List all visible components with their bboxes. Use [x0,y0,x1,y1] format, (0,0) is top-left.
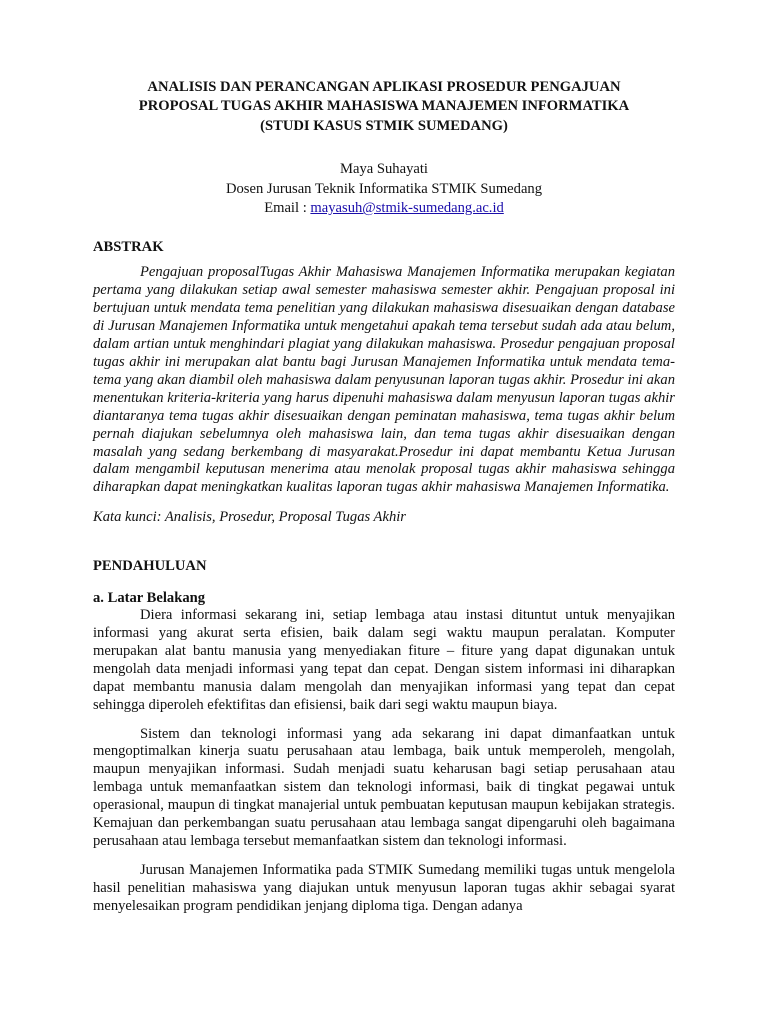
intro-paragraph-2: Sistem dan teknologi informasi yang ada sekarang ini dapat dimanfaatkan untuk mengoptimalkan kinerja suatu perusahaan atau lembaga, baik untuk memperoleh, mengolah, maupun menyajikan informasi. Sudah menjadi suatu keharusan bagi setiap perusahaan atau lembaga untuk memanfaatkan sistem dan teknologi informasi, baik di tingkat pegawai untuk operasional, maupun di tingkat manajerial untuk pembuatan keputusan maupun kebijakan strategis. Kemajuan dan perkembangan suatu perusahaan atau lembaga sangat dipengaruhi oleh bagaimana perusahaan atau lembaga tersebut memanfaatkan sistem dan teknologi informasi. [93,725,675,849]
email-link[interactable]: mayasuh@stmik-sumedang.ac.id [310,200,504,217]
author-block [93,160,675,218]
author-email-line [93,199,675,218]
abstract-heading: ABSTRAK [93,239,164,256]
email-label: Email : [264,200,311,217]
section-heading-pendahuluan: PENDAHULUAN [93,558,207,575]
author-affiliation: Dosen Jurusan Teknik Informatika STMIK Sumedang [225,180,543,197]
abstract-text: Pengajuan proposalTugas Akhir Mahasiswa Manajemen Informatika merupakan kegiatan pertama yang dilakukan setiap awal semester mahasiswa semester akhir. Pengajuan proposal ini bertujuan untuk mendata tema penelitian yang dilakukan mahasiswa disesuaikan dengan database di Jurusan Manajemen Informatika untuk mengetahui apakah tema tersebut sudah ada atau belum, dalam artian untuk menghindari plagiat yang dilakukan mahasiswa. Prosedur pengajuan proposal tugas akhir ini merupakan alat bantu bagi Jurusan Manajemen Informatika untuk mendata tema-tema yang akan diambil oleh mahasiswa dalam penyusunan laporan tugas akhir. Prosedur ini akan menentukan kriteria-kriteria yang harus dipenuhi mahasiswa dalam menyusun laporan tugas akhir diantaranya tema tugas akhir disesuaikan dengan peminatan mahasiswa, tema tugas akhir belum pernah diajukan sebelumnya oleh mahasiswa lain, dan tema tugas akhir disesuaikan dengan masalah yang sedang berkembang di masyarakat.Prosedur ini dapat membantu Ketua Jurusan dalam mengambil keputusan menerima atau menolak proposal tugas akhir mahasiswa sehingga diharapkan dapat meningkatkan kualitas laporan tugas akhir mahasiswa Manajemen Informatika. [93,264,675,496]
title-line-3: (STUDI KASUS STMIK SUMEDANG) [260,117,508,134]
subsection-heading-latar-belakang: a. Latar Belakang [93,590,206,607]
author-name: Maya Suhayati [340,161,428,178]
paper-title [93,78,675,136]
paper-page [93,78,675,916]
keywords: Kata kunci: Analisis, Prosedur, Proposal Tugas Akhir [93,509,406,526]
intro-paragraph-3: Jurusan Manajemen Informatika pada STMIK Sumedang memiliki tugas untuk mengelola hasil penelitian mahasiswa yang diajukan untuk menyusun laporan tugas akhir sebagai syarat menyelesaikan program pendidikan jenjang diploma tiga. Dengan adanya [93,861,675,914]
intro-paragraph-1: Diera informasi sekarang ini, setiap lembaga atau instasi dituntut untuk menyajikan informasi yang akurat serta efisien, baik dalam segi waktu maupun peralatan. Komputer merupakan alat bantu manusia yang menyediakan fiture – fiture yang dapat digunakan untuk mengolah data menjadi informasi yang tepat dan cepat. Dengan sistem informasi ini diharapkan dapat membantu manusia dalam mengolah dan menyajikan informasi yang tepat dan cepat sehingga diperoleh efektifitas dan efisiensi, baik dari segi waktu maupun biaya. [93,607,675,713]
title-line-1: ANALISIS DAN PERANCANGAN APLIKASI PROSEDUR PENGAJUAN [147,79,621,95]
title-line-2: PROPOSAL TUGAS AKHIR MAHASISWA MANAJEMEN INFORMATIKA [138,98,630,115]
